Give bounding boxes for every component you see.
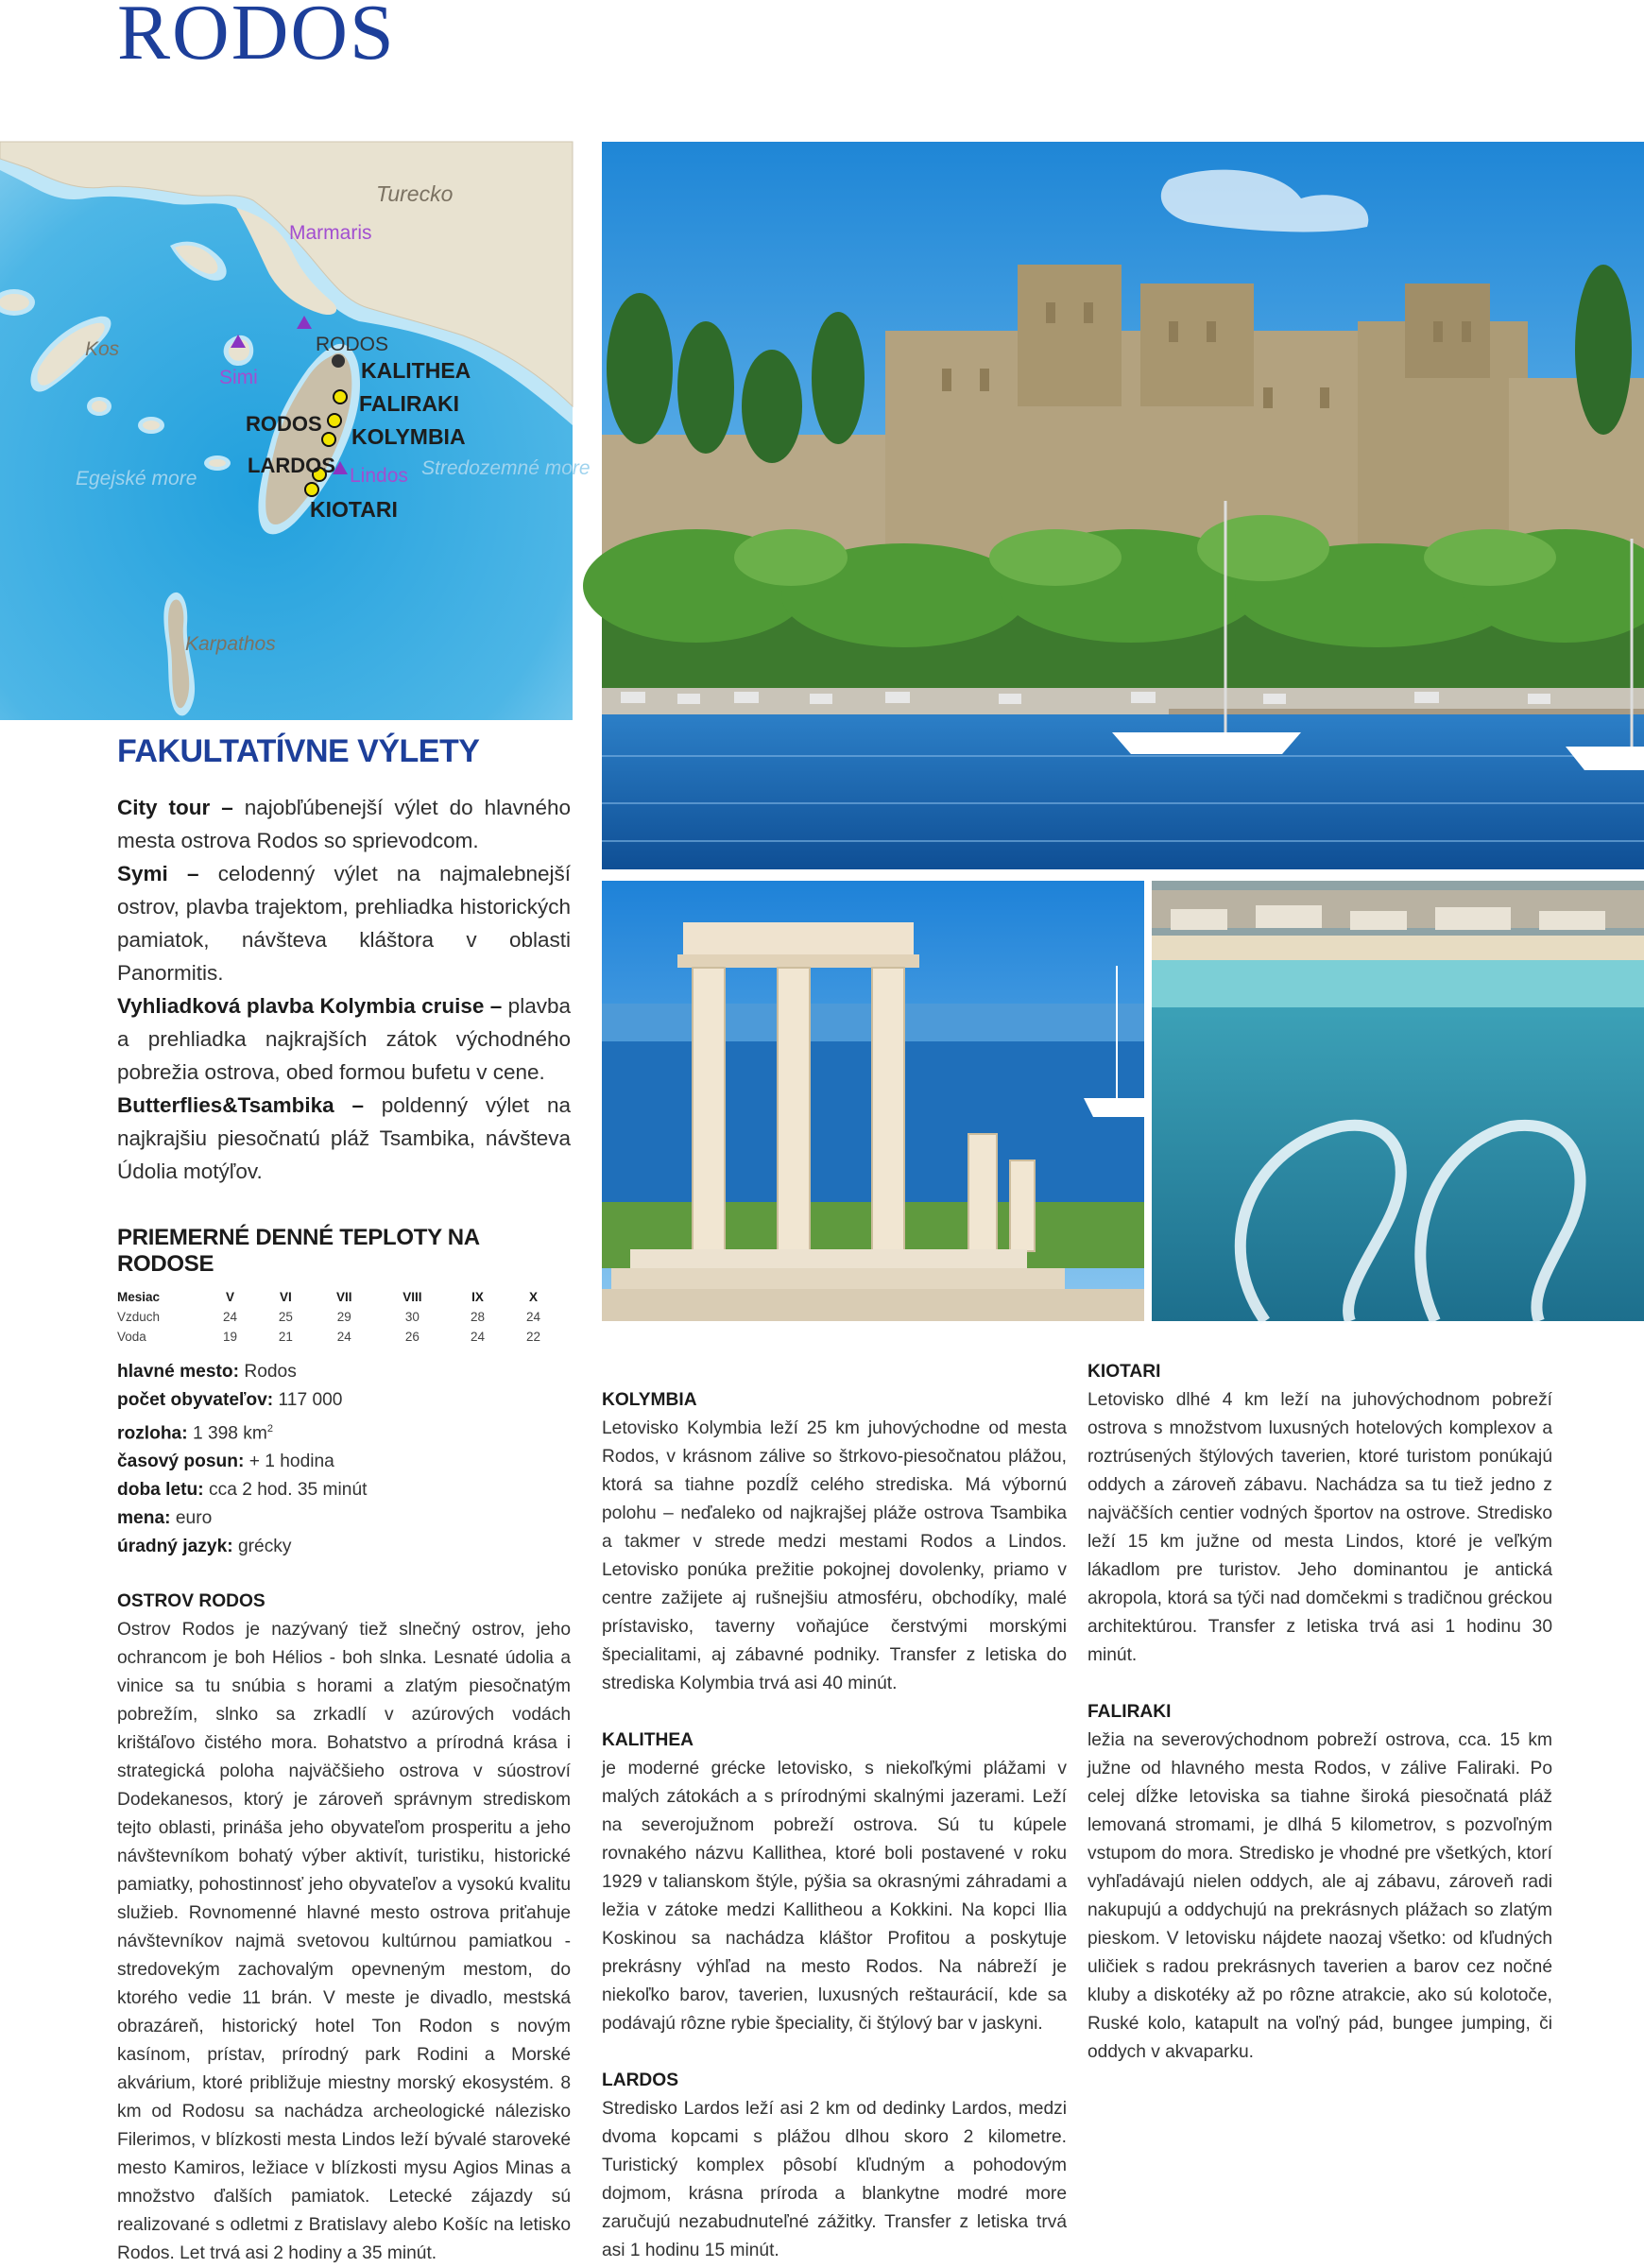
table-row: Mesiac V VI VII VIII IX X xyxy=(117,1290,539,1304)
kolymbia-heading: KOLYMBIA xyxy=(602,1390,697,1410)
map-label-faliraki: FALIRAKI xyxy=(359,391,460,416)
map-label-lardos: LARDOS xyxy=(248,454,335,477)
map-label-lindos: Lindos xyxy=(350,465,408,487)
map-label-marmaris: Marmaris xyxy=(289,222,372,244)
map-label-kalithea: KALITHEA xyxy=(361,358,471,383)
fact-row: doba letu: cca 2 hod. 35 minút xyxy=(117,1480,368,1501)
right-column xyxy=(1087,1358,1552,2067)
photo-ancient-columns xyxy=(602,881,1144,1321)
faliraki-text: ležia na severovýchodnom pobreží ostrova, cca. 15 km južne od hlavného mesta Rodos, v zálive Faliraki. Po celej dĺžke letoviska sa tiahne široká piesočnatá pláž lemovaná stromami, je dlhá 5 kilometrov, s pozvoľným vstupom do mora. Stredisko je vhodné pre všetkých, ktorí vyhľadávajú nielen oddych, ale aj zábavu, zároveň radi nakupujú a oddychujú na prekrásnych plážach so zlatým pieskom. V letovisku nájdete naozaj všetko: od kľudných uličiek s radou prekrásnych taverien a barov cez nočné kluby a diskotéky až po rôzne atrakcie, ako sú kolotoče, Ruské kolo, katapult na voľný pád, bungee jumping, či oddych v akvaparku. xyxy=(1087,1730,1552,2062)
map-label-aegean: Egejské more xyxy=(76,468,197,490)
excursion-item: Vyhliadková plavba Kolymbia cruise – plavba a prehliadka najkrajších zátok východného pobrežia ostrova, obed formou bufetu v cene. xyxy=(117,994,571,1084)
fact-row: rozloha: 1 398 $km^2$ xyxy=(117,1423,274,1444)
fact-row: hlavné mesto: Rodos xyxy=(117,1362,297,1382)
photo-jetski-bay xyxy=(1152,881,1644,1321)
photo-castle-harbour xyxy=(602,142,1644,869)
map-label-rodos-island: RODOS xyxy=(246,412,322,436)
map-label-rodos-town: RODOS xyxy=(316,334,389,355)
fact-row: mena: euro xyxy=(117,1508,213,1529)
jetski-bay-icon xyxy=(1152,881,1644,1321)
kalithea-text: je moderné grécke letovisko, s niekoľkými plážami v malých zátokách a s prírodnými skalnými jazerami. Leží na severojužnom pobreží ostrova. Sú tu kúpele rovnakého názvu Kallithea, ktoré boli postavené v roku 1929 v talianskom štýle, pýšia sa okrasnými záhradami a ležia v zátoke medzi Kallitheou a Kokkini. Na kopci Ilia Koskinou sa nachádza kláštor Profitou a poskytuje prekrásny výhľad na mesto Rodos. Na nábreží je niekoľko barov, taverien, luxusných reštaurácií, kde sa podávajú rôzne rybie špeciality, či štýlový bar v jaskyni. xyxy=(602,1759,1067,2034)
kolymbia-text: Letovisko Kolymbia leží 25 km juhovýchodne od mesta Rodos, v krásnom zálive so štrkovo-piesočnatou plážou, ktorá sa tiahne pozdĺž celého strediska. Má výbornú polohu – neďaleko od najkrajšej pláže ostrova Tsambika a takmer v strede medzi mestami Rodos a Lindos. Letovisko ponúka prežitie pokojnej dovolenky, priamo v centre zažijete aj rušnejšiu atmosféru, obchodíky, malé prístavisko, taverny voňajúce čerstvými morskými špecialitami, aj zábavné podniky. Transfer z letiska do strediska Kolymbia trvá asi 40 minút. xyxy=(602,1418,1067,1693)
excursion-item: Butterflies&Tsambika – poldenný výlet na najkrajšiu piesočnatú pláž Tsambika, návšteva Údolia motýľov. xyxy=(117,1093,571,1183)
excursion-item: City tour – najobľúbenejší výlet do hlavného mesta ostrova Rodos so sprievodcom. xyxy=(117,796,571,852)
ostrov-text: Ostrov Rodos je nazývaný tiež slnečný ostrov, jeho ochrancom je boh Hélios - boh slnka. Lesnaté údolia a vinice sa tu snúbia s horami a zlatým piesočnatým pobrežím, slnko sa zrkadlí v azúrových vodách krištáľovo čistého mora. Bohatstvo a prírodná krása i strategická poloha najväčšieho ostrova v súostroví Dodekanesos, ktorý je zároveň správnym strediskom tejto oblasti, prináša jeho obyvateľom prosperitu a jeho návštevníkom bohatý výber aktivít, turistiku, historické pamiatky, pohostinnosť jeho obyvateľov a vysokú kvalitu služieb. Rovnomenné hlavné mesto ostrova priťahuje návštevníkov najmä svetovou kultúrnou pamiatkou - stredovekým zachovalým opevneným mestom, do ktorého vedie 11 brán. V meste je divadlo, mestská obrazáreň, historický hotel Ton Rodon s novým kasínom, prístav, prírodný park Rodini a Morské akvárium, ktoré približuje miestny morský ekosystém. 8 km od Rodosu sa nachádza archeologické nálezisko Filerimos, v blízkosti mesta Lindos leží bývalé staroveké mesto Kamiros, ležiace v blízkosti mysu Agios Minas a množstvo ďalších pamiatok. Letecké zájazdy sú realizované s odletmi z Bratislavy alebo Košíc na letisko Rodos. Let trvá asi 2 hodiny a 35 minút. xyxy=(117,1620,571,2264)
excursions-heading: FAKULTATÍVNE VÝLETY xyxy=(117,733,480,769)
map-label-karpathos: Karpathos xyxy=(185,633,276,655)
page-title: RODOS xyxy=(117,0,396,77)
table-row: Voda 19 21 24 26 24 22 xyxy=(117,1330,541,1344)
temperature-table xyxy=(117,1287,561,1347)
castle-harbour-icon xyxy=(602,142,1644,869)
table-row: Vzduch 24 25 29 30 28 24 xyxy=(117,1310,541,1324)
fact-row: počet obyvateľov: 117 000 xyxy=(117,1390,343,1410)
region-map xyxy=(0,142,591,720)
kalithea-heading: KALITHEA xyxy=(602,1730,694,1750)
faliraki-heading: FALIRAKI xyxy=(1087,1702,1172,1722)
ancient-columns-icon xyxy=(602,881,1144,1321)
lardos-text: Stredisko Lardos leží asi 2 km od dedinky Lardos, medzi dvoma kopcami s plážou dlhou skoro 2 kilometre. Turistický komplex pôsobí kľudným a pohodovým dojmom, krásna príroda a blankytne modré more zaručujú nezabudnuteľné zážitky. Transfer z letiska trvá asi 1 hodinu 15 minút. xyxy=(602,2099,1067,2260)
map-label-kiotari: KIOTARI xyxy=(310,497,398,522)
lardos-heading: LARDOS xyxy=(602,2070,679,2090)
facts-column xyxy=(117,1358,571,2268)
map-label-kolymbia: KOLYMBIA xyxy=(351,424,466,449)
map-label-kos: Kos xyxy=(85,338,120,360)
map-label-simi: Simi xyxy=(219,367,258,388)
map-label-mediterranean: Stredozemné more xyxy=(421,457,591,479)
map-label-turecko: Turecko xyxy=(376,181,454,206)
temperature-heading: PRIEMERNÉ DENNÉ TEPLOTY NA RODOSE xyxy=(117,1225,479,1277)
middle-column xyxy=(602,1386,1067,2265)
fact-row: úradný jazyk: grécky xyxy=(117,1537,292,1557)
kiotari-heading: KIOTARI xyxy=(1087,1362,1161,1382)
ostrov-heading: OSTROV RODOS xyxy=(117,1591,265,1612)
temperature-section xyxy=(117,1225,571,1347)
fact-row: časový posun: + 1 hodina xyxy=(117,1452,334,1472)
excursions-section xyxy=(117,733,571,1188)
excursion-item: Symi – celodenný výlet na najmalebnejší ostrov, plavba trajektom, prehliadka historických pamiatok, návšteva kláštora v oblasti Panormitis. xyxy=(117,862,571,985)
kiotari-text: Letovisko dlhé 4 km leží na juhovýchodnom pobreží ostrova s množstvom luxusných hotelových komplexov a roztrúsených štýlových taverien, ktoré turistom ponúkajú oddych a zároveň zábavu. Nachádza sa tu tiež jedno z najväčších centier vodných športov na ostrove. Stredisko leží 15 km južne od mesta Lindos, ktoré je veľkým lákadlom pre turistov. Jeho dominantou je antická akropola, ktorá sa týči nad domčekmi s tradičnou gréckou architektúrou. Transfer z letiska trvá asi 1 hodinu 30 minút. xyxy=(1087,1390,1552,1665)
